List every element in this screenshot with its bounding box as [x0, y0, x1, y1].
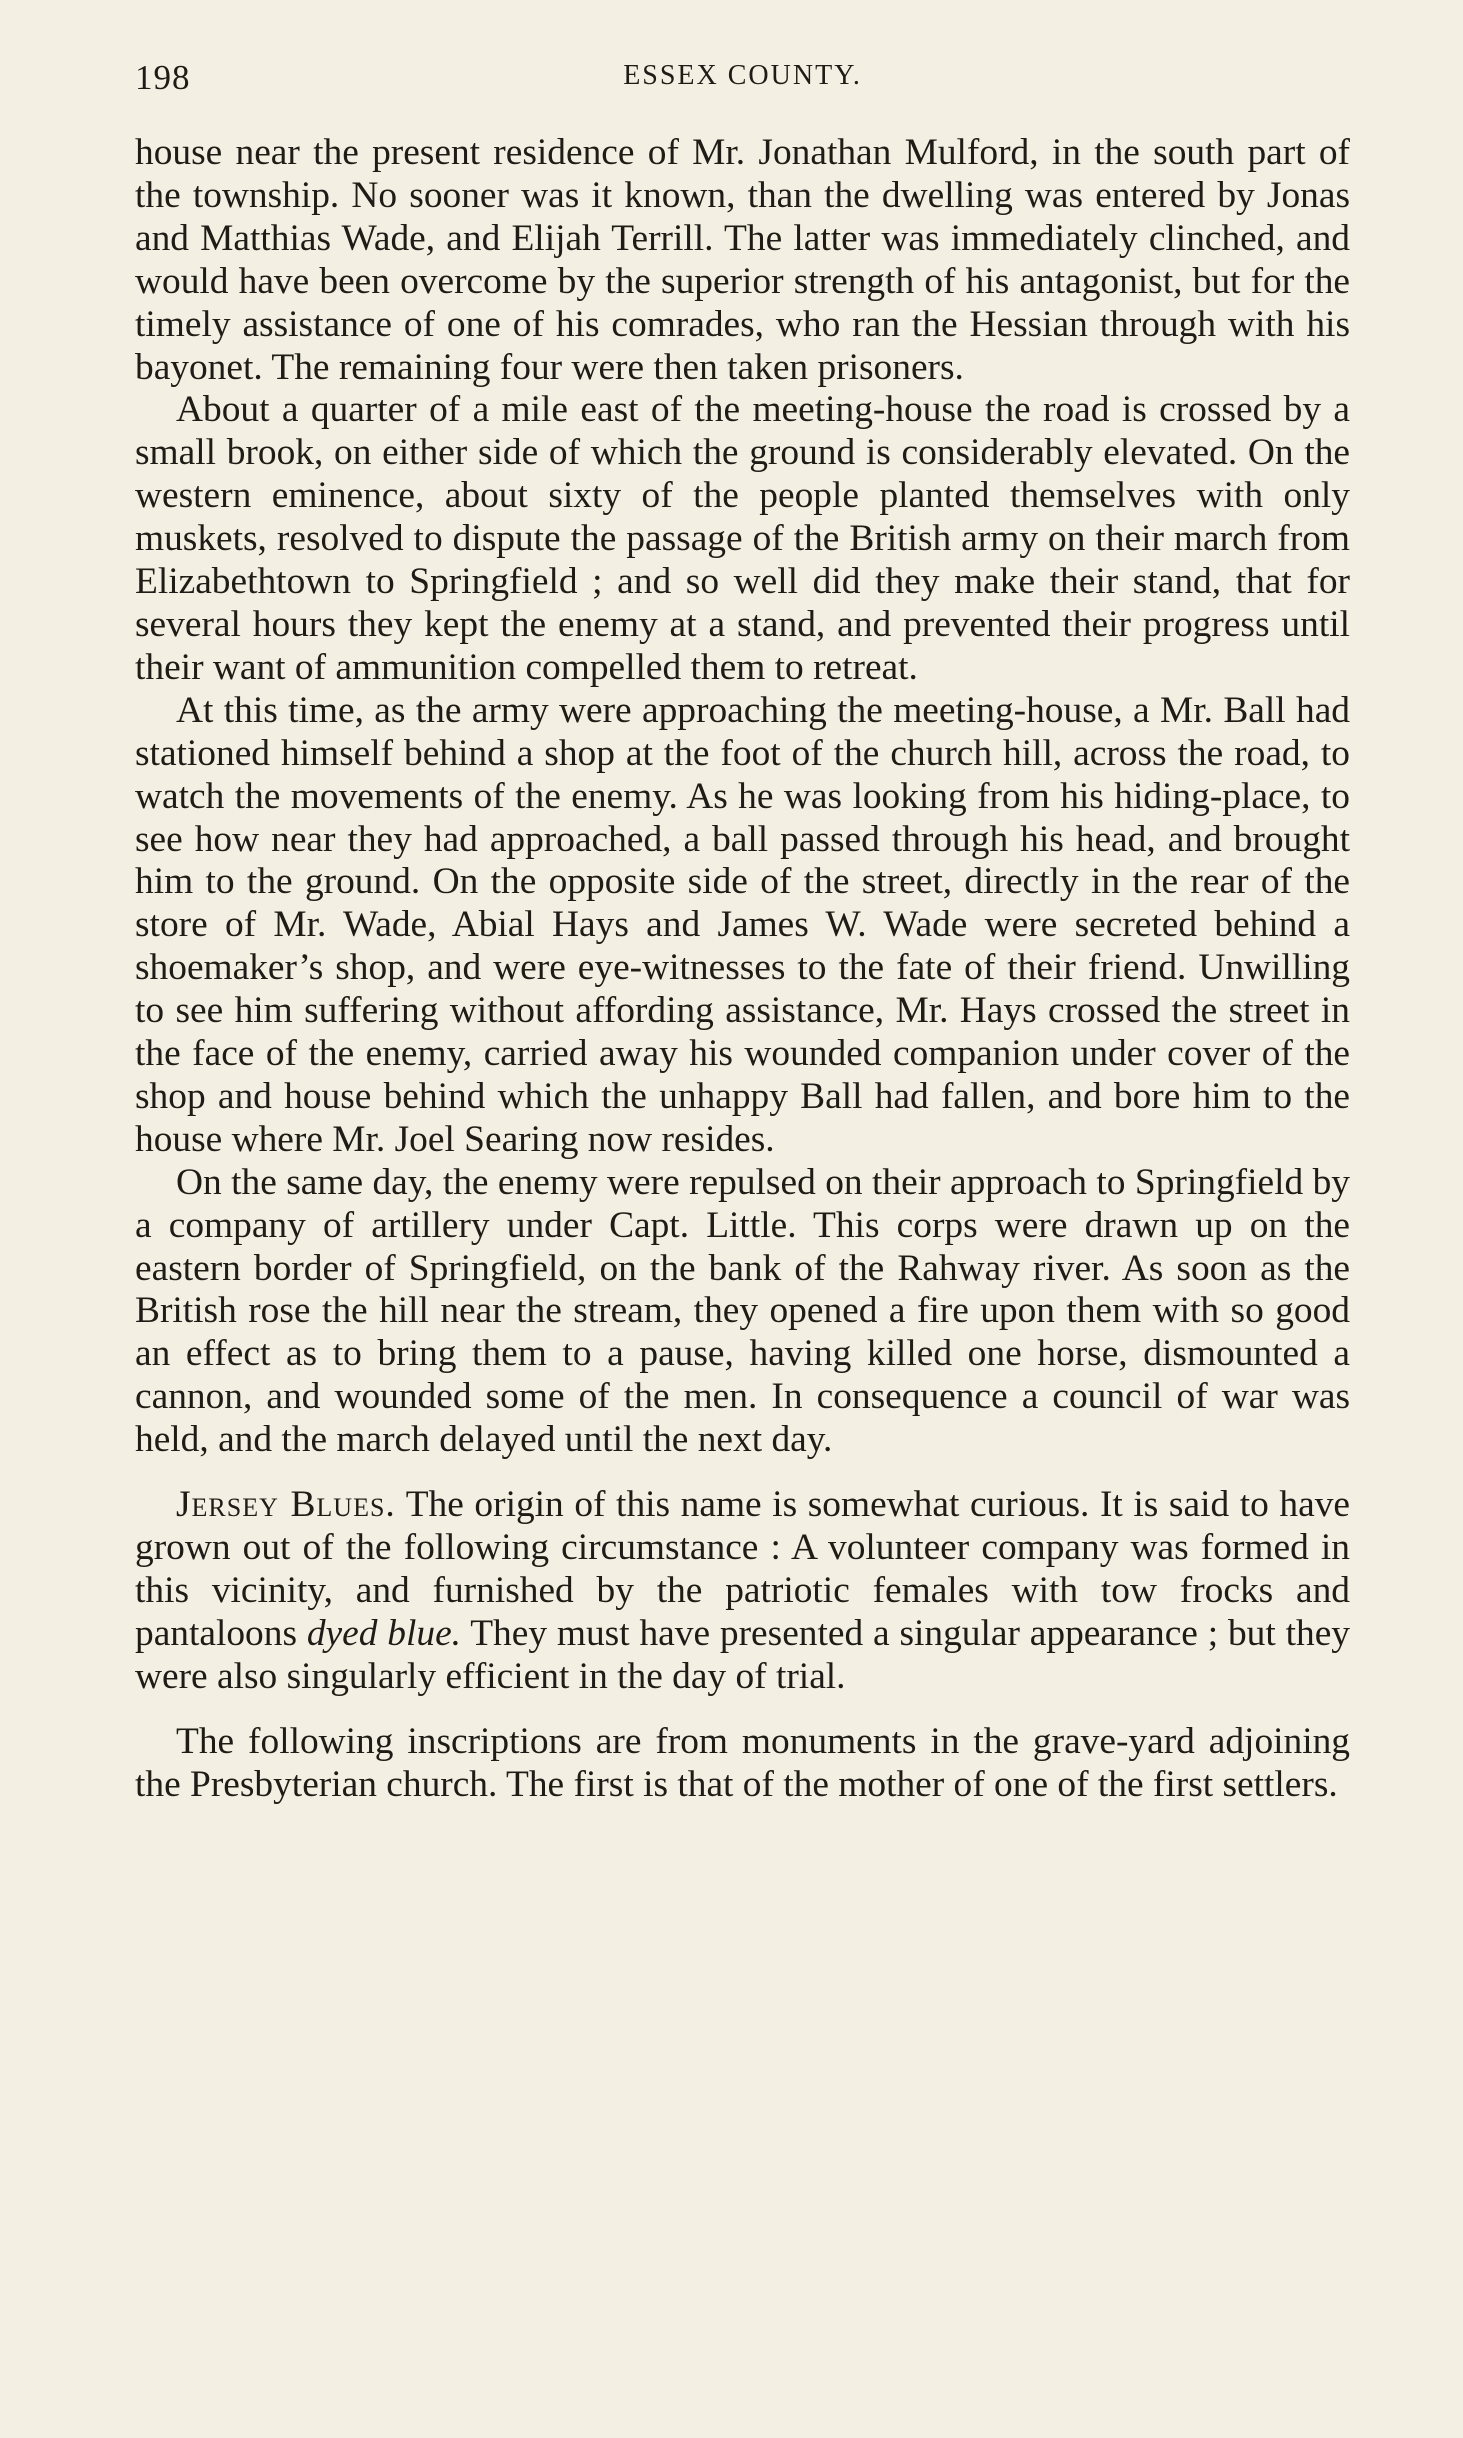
section-heading-jersey-blues: Jersey Blues. [176, 1484, 396, 1526]
paragraph-1: house near the present residence of Mr. Jonathan Mulford, in the south part of the township. No sooner was it known, than the dwelling was entered by Jonas and Matthias Wade, and Elijah Terrill. The latter was immediately clinched, and would have been overcome by the superior strength of his antagonist, but for the timely assistance of one of his comrades, who ran the Hessian through with his bayonet. The remaining four were then taken prisoners. [135, 132, 1350, 388]
paragraph-6: The following inscriptions are from monuments in the grave-yard adjoining the Presbyterian church. The first is that of the mother of one of the first settlers. [135, 1720, 1350, 1805]
paragraph-2: About a quarter of a mile east of the meeting-house the road is crossed by a small brook, on either side of which the ground is considerably elevated. On the western eminence, about sixty of the people planted themselves with only muskets, resolved to dispute the passage of the British army on their march from Elizabethtown to Springfield ; and so well did they make their stand, that for several hours they kept the enemy at a stand, and prevented their progress until their want of ammunition compelled them to retreat. [135, 389, 1350, 688]
paragraph-3: At this time, as the army were approaching the meeting-house, a Mr. Ball had stationed himself behind a shop at the foot of the church hill, across the road, to watch the movements of the enemy. As he was looking from his hiding-place, to see how near they had approached, a ball passed through his head, and brought him to the ground. On the opposite side of the street, directly in the rear of the store of Mr. Wade, Abial Hays and James W. Wade were secreted behind a shoemaker’s shop, and were eye-witnesses to the fate of their friend. Unwilling to see him suffering without affording assistance, Mr. Hays crossed the street in the face of the enemy, carried away his wounded companion under cover of the shop and house behind which the unhappy Ball had fallen, and bore him to the house where Mr. Joel Searing now resides. [135, 689, 1350, 1160]
page-header [135, 58, 1350, 110]
paragraph-4: On the same day, the enemy were repulsed on their approach to Springfield by a company of artillery under Capt. Little. This corps were drawn up on the eastern border of Springfield, on the bank of the Rahway river. As soon as the British rose the hill near the stream, they opened a fire upon them with so good an effect as to bring them to a pause, having killed one horse, dismounted a cannon, and wounded some of the men. In consequence a council of war was held, and the march delayed until the next day. [135, 1161, 1350, 1461]
running-title: ESSEX COUNTY. [623, 60, 862, 91]
paragraph-5-text: The origin of this name is somewhat curious. It is said to have grown out of the following circumstance : A volunteer company was formed in this vicinity, and furnished by the patriotic females with tow frocks and pantaloons [135, 1484, 1350, 1654]
paragraph-5-end: They must have presented a singular appearance ; but they were also singularly efficient in the day of trial. [135, 1612, 1350, 1697]
italic-dyed-blue: dyed blue. [306, 1612, 462, 1654]
page-number: 198 [135, 58, 191, 97]
paragraph-jersey-blues [135, 1484, 1350, 1699]
body-text [135, 132, 1350, 1806]
